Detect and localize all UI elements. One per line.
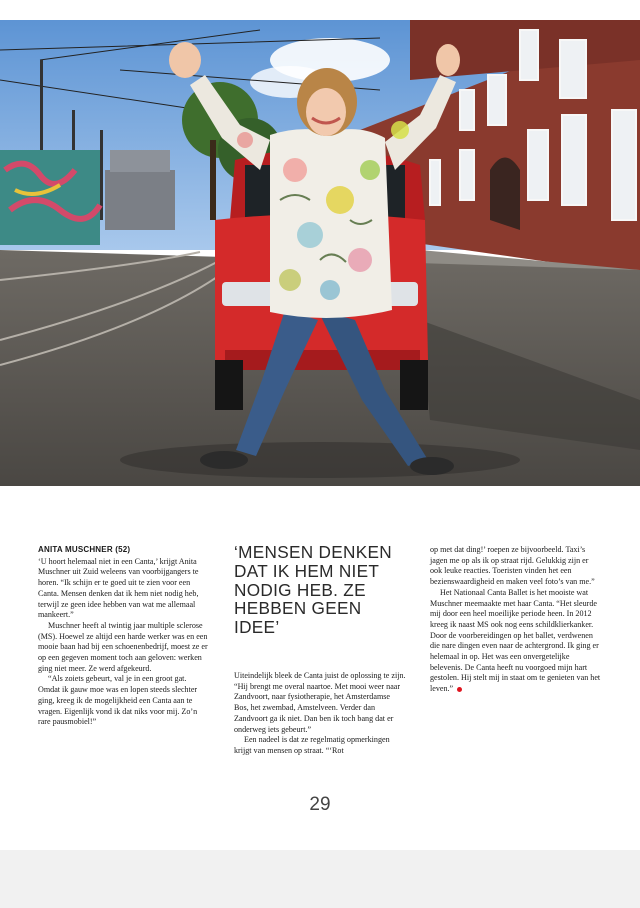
- paragraph: ‘U hoort helemaal niet in een Canta,’ krijgt Anita Muschner uit Zuid weleens van voorbijgangers te horen. “Ik schijn er te goed uit te zien voor een Canta. Mensen denken dat ik hem niet nodig heb, terwijl ze geen idee hebben van wat me allemaal mankeert.”: [38, 556, 199, 620]
- article-column-1: [38, 545, 208, 728]
- final-paragraph: [430, 588, 602, 695]
- person-name: ANITA MUSCHNER (52): [38, 545, 131, 554]
- end-mark-dot: [457, 687, 462, 692]
- article-column-3: [430, 545, 602, 695]
- article-photo: [0, 20, 640, 486]
- paragraph: op met dat ding!’ roepen ze bijvoorbeeld. Taxi’s jagen me op als ik op straat rijd. Gelukkig zijn er ook leuke reacties. Toeristen vinden het een bezienswaardigheid en maken veel foto’s van me.”: [430, 545, 595, 587]
- page-number: 29: [309, 794, 331, 815]
- paragraph: Een nadeel is dat ze regelmatig opmerkingen krijgt van mensen op straat. “‘Rot: [234, 735, 390, 755]
- paragraph: “Als zoiets gebeurt, val je in een groot gat. Omdat ik gauw moe was en lopen steeds slechter ging, kreeg ik de mogelijkheid een Canta aan te vragen. Eigenlijk vond ik dat niks voor mij. Zo’n rare pausmobiel!”: [38, 674, 198, 727]
- paragraph: Uiteindelijk bleek de Canta juist de oplossing te zijn. “Hij brengt me overal naartoe. Met mooi weer naar Zandvoort, naar fysiotherapie, het Amsterdamse Bos, het zwembad, Amstelveen. Verder dan Zandvoort ga ik niet. Dan ben ik toch bang dat er onderweg iets gebeurt.”: [234, 671, 406, 734]
- pull-quote: ‘MENSEN DENKEN DAT IK HEM NIET NODIG HEB. ZE HEBBEN GEEN IDEE’: [234, 542, 392, 638]
- paragraph-text: Het Nationaal Canta Ballet is het mooiste wat Muschner meemaakte met haar Canta. “Het sleurde mij door een heel moeilijke periode heen. In 2012 kreeg ik naast MS ook nog eens schildklierkanker. Door de voorbereidingen op het ballet, verdwenen die nare dingen even naar de achtergrond. Ik ging er helemaal in op. Het was een onvergetelijke belevenis. De Canta heeft nu voorgoed mijn hart gestolen. Hij stelt mij in staat om te genieten van het leven.”: [430, 587, 601, 694]
- paragraph: Muschner heeft al twintig jaar multiple sclerose (MS). Hoewel ze altijd een harde werker was en een mooie baan had bij een schoenenbedrijf, moest ze er op een gegeven moment toch aan geloven: werken ging niet meer. Ze werd afgekeurd.: [38, 620, 208, 673]
- article-column-2: [234, 671, 406, 757]
